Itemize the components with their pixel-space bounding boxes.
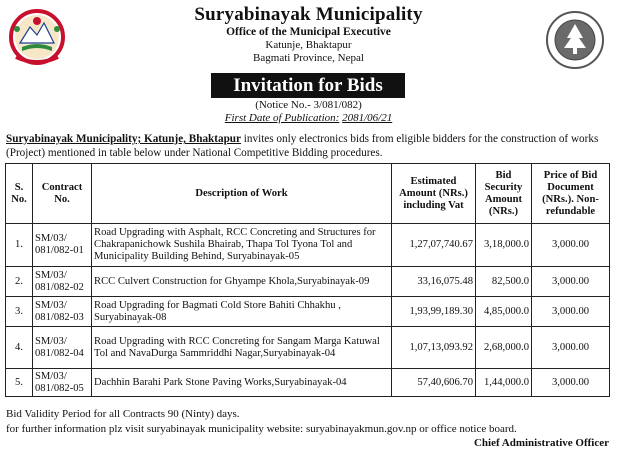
cell-price: 3,000.00 xyxy=(532,327,610,369)
cell-price: 3,000.00 xyxy=(532,297,610,327)
cell-description: Road Upgrading with Asphalt, RCC Concreting and Structures for Chakrapanichowk Sushila Bhairab, Thapa Tol Tyona Tol and Municipality Building Behind, Suryabinayak-05 xyxy=(92,224,392,267)
cell-amount: 1,27,07,740.67 xyxy=(392,224,476,267)
cell-description: Dachhin Barahi Park Stone Paving Works,Suryabinayak-04 xyxy=(92,369,392,397)
bids-table xyxy=(5,163,610,397)
cell-contract: SM/03/ 081/082-02 xyxy=(33,267,92,297)
table-row xyxy=(6,369,610,397)
cell-contract: SM/03/ 081/082-03 xyxy=(33,297,92,327)
cell-sno: 1. xyxy=(6,224,33,267)
cell-description: Road Upgrading for Bagmati Cold Store Bahiti Chhakhu , Suryabinayak-08 xyxy=(92,297,392,327)
cell-security: 3,18,000.0 xyxy=(476,224,532,267)
cell-sno: 5. xyxy=(6,369,33,397)
office-name: Office of the Municipal Executive xyxy=(226,26,391,38)
cell-security: 2,68,000.0 xyxy=(476,327,532,369)
table-row xyxy=(6,224,610,267)
header-sno: S. No. xyxy=(6,164,33,224)
cell-security: 4,85,000.0 xyxy=(476,297,532,327)
table-row xyxy=(6,297,610,327)
cell-contract: SM/03/ 081/082-01 xyxy=(33,224,92,267)
municipality-seal-icon xyxy=(545,10,605,70)
cell-price: 3,000.00 xyxy=(532,267,610,297)
cell-amount: 57,40,606.70 xyxy=(392,369,476,397)
intro-paragraph xyxy=(6,133,611,160)
letterhead xyxy=(100,4,517,65)
cell-contract: SM/03/ 081/082-05 xyxy=(33,369,92,397)
cell-sno: 4. xyxy=(6,327,33,369)
notice-number: (Notice No.- 3/081/082) xyxy=(255,99,362,111)
intro-org: Suryabinayak Municipality; Katunje, Bhaktapur xyxy=(6,133,241,145)
cell-amount: 33,16,075.48 xyxy=(392,267,476,297)
publication-date-value: 2081/06/21 xyxy=(342,112,393,124)
cell-price: 3,000.00 xyxy=(532,369,610,397)
header-security: Bid Security Amount (NRs.) xyxy=(476,164,532,224)
cell-amount: 1,93,99,189.30 xyxy=(392,297,476,327)
cell-sno: 2. xyxy=(6,267,33,297)
table-row xyxy=(6,327,610,369)
org-title: Suryabinayak Municipality xyxy=(194,4,423,25)
cell-security: 1,44,000.0 xyxy=(476,369,532,397)
table-header-row xyxy=(6,164,610,224)
cell-security: 82,500.0 xyxy=(476,267,532,297)
signatory: Chief Administrative Officer xyxy=(473,437,609,449)
cell-sno: 3. xyxy=(6,297,33,327)
publication-date xyxy=(100,112,517,125)
header-description: Description of Work xyxy=(92,164,392,224)
address-line-1: Katunje, Bhaktapur xyxy=(265,39,352,51)
invitation-banner: Invitation for Bids xyxy=(211,73,405,98)
cell-amount: 1,07,13,093.92 xyxy=(392,327,476,369)
publication-date-label: First Date of Publication: xyxy=(224,112,340,124)
intro-text: invites only electronics bids from eligible bidders for the construction of works (Project) mentioned in table below under National Competitive Bidding procedures. xyxy=(6,133,599,159)
header-price: Price of Bid Document (NRs.). Non-refundable xyxy=(532,164,610,224)
cell-contract: SM/03/ 081/082-04 xyxy=(33,327,92,369)
table-row xyxy=(6,267,610,297)
cell-description: RCC Culvert Construction for Ghyampe Khola,Suryabinayak-09 xyxy=(92,267,392,297)
address-line-2: Bagmati Province, Nepal xyxy=(253,52,364,64)
cell-description: Road Upgrading with RCC Concreting for Sangam Marga Katuwal Tol and NavaDurga Sammriddhi Nagar,Suryabinayak-04 xyxy=(92,327,392,369)
cell-price: 3,000.00 xyxy=(532,224,610,267)
nepal-emblem-icon xyxy=(8,7,66,69)
header-contract: Contract No. xyxy=(33,164,92,224)
header-amount: Estimated Amount (NRs.) including Vat xyxy=(392,164,476,224)
bid-validity-note: Bid Validity Period for all Contracts 90 (Ninty) days. xyxy=(6,408,240,420)
more-info-note: for further information plz visit suryabinayak municipality website: suryabinayakmun.gov.np or office notice board. xyxy=(6,423,517,435)
